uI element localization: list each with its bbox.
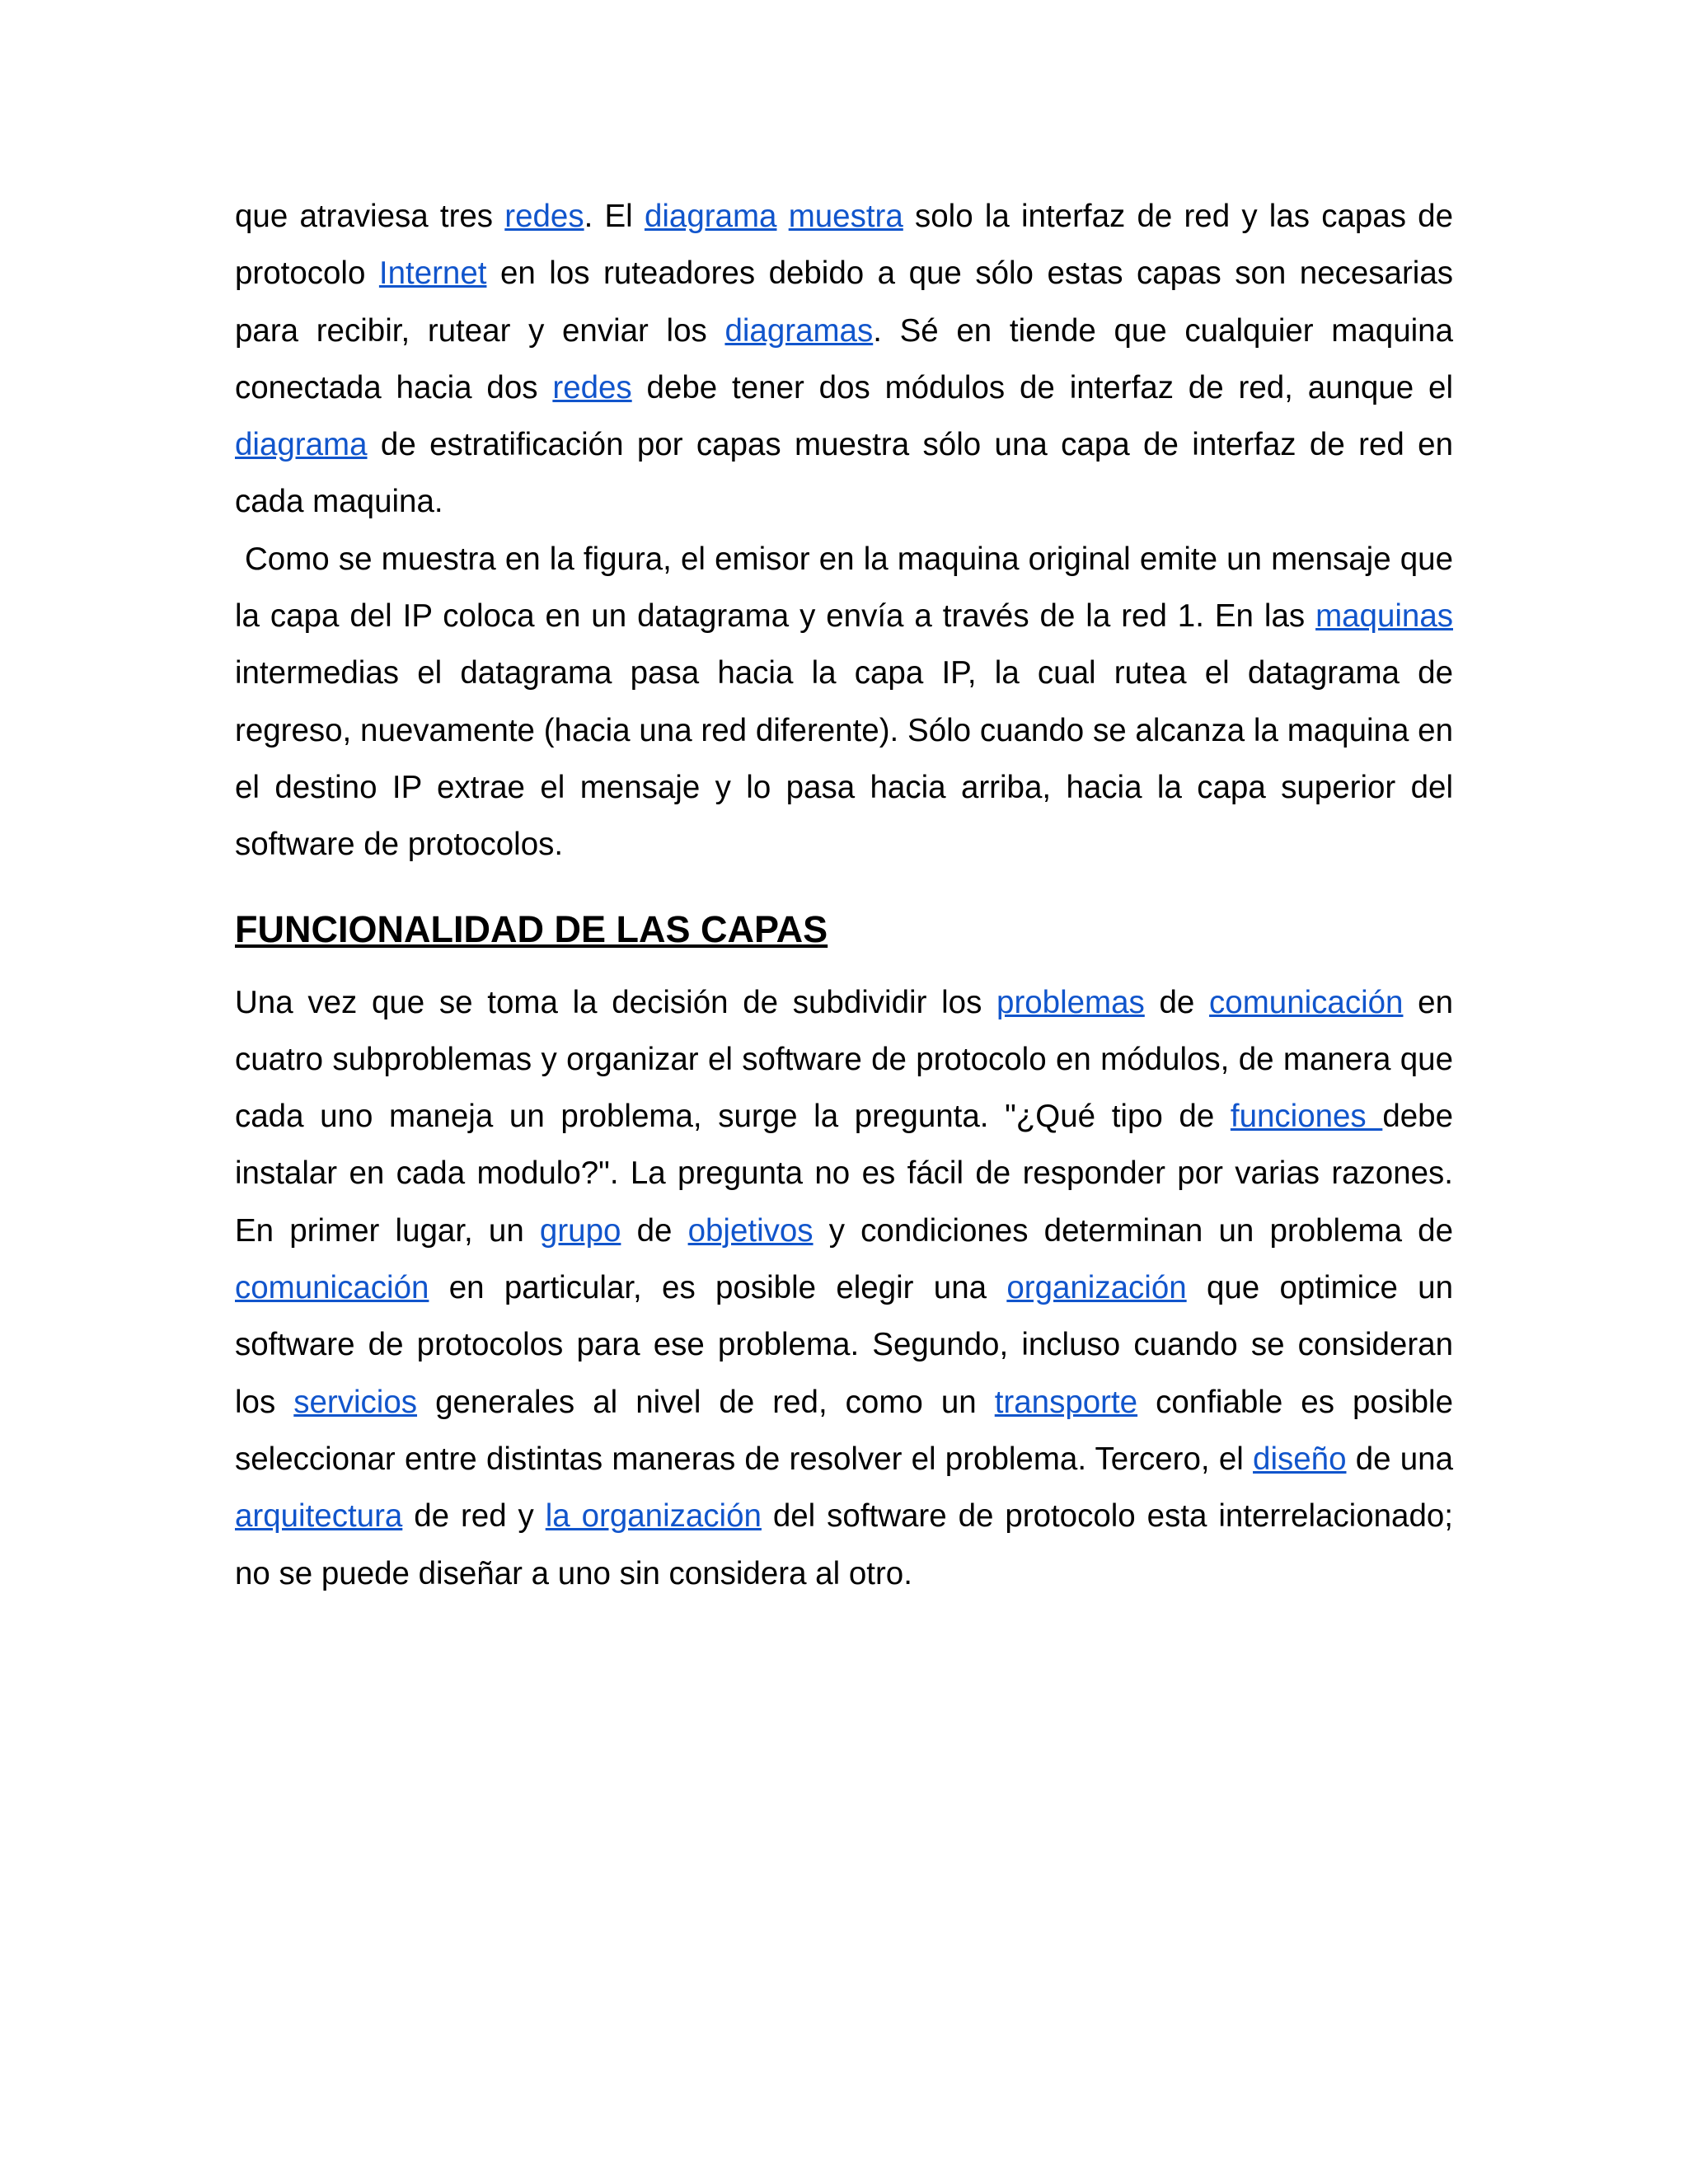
text-run: . El — [584, 199, 645, 234]
text-run: solo la interfaz de red y las capas de protocolo — [235, 199, 1454, 292]
text-run: que optimice un software de protocolos para ese problema. Segundo, incluso cuando se consideran los — [235, 1270, 1453, 1420]
hyperlink[interactable]: Internet — [378, 255, 487, 292]
text-run: Como se muestra en la figura, el emisor en la maquina original emite un mensaje que la capa del IP coloca en un datagrama y envía a través de la red 1. En las — [235, 541, 1453, 635]
text-run: y condiciones determinan un problema de — [813, 1212, 1453, 1249]
paragraph-message-flow — [235, 531, 1453, 874]
hyperlink[interactable]: diagramas — [724, 312, 874, 349]
hyperlink[interactable]: maquinas — [1315, 598, 1453, 635]
text-run: de — [1144, 984, 1210, 1020]
section-heading: FUNCIONALIDAD DE LAS CAPAS — [235, 907, 828, 950]
text-run: Una vez que se toma la decisión de subdividir los — [235, 984, 997, 1020]
text-run: debe instalar en cada modulo?". La pregunta no es fácil de responder por varias razones. En primer lugar, un — [235, 1099, 1453, 1249]
text-run: de — [621, 1212, 688, 1249]
text-run: de estratificación por capas muestra sólo una capa de interfaz de red en cada maquina. — [235, 427, 1453, 520]
hyperlink[interactable]: diagrama — [644, 199, 777, 234]
hyperlink[interactable]: diseño — [1253, 1441, 1347, 1477]
document-page — [235, 188, 1453, 1602]
hyperlink[interactable]: funciones — [1230, 1099, 1383, 1135]
text-run: del software de protocolo esta interrelacionado; no se puede diseñar a uno sin considera al otro. — [235, 1498, 1453, 1591]
hyperlink[interactable]: organización — [1006, 1270, 1187, 1306]
hyperlink[interactable]: objetivos — [687, 1212, 814, 1249]
hyperlink[interactable]: comunicación — [235, 1270, 429, 1306]
hyperlink[interactable]: la organización — [545, 1498, 762, 1535]
hyperlink[interactable]: transporte — [994, 1384, 1138, 1420]
text-run: . Sé en tiende que cualquier maquina conectada hacia dos — [235, 312, 1453, 405]
text-run: en particular, es posible elegir una — [429, 1270, 1007, 1306]
hyperlink[interactable]: servicios — [293, 1384, 418, 1420]
text-run: en los ruteadores debido a que sólo estas capas son necesarias para recibir, rutear y enviar los — [235, 255, 1453, 349]
text-run: intermedias el datagrama pasa hacia la capa IP, la cual rutea el datagrama de regreso, nuevamente (hacia una red diferente). Sólo cuando se alcanza la maquina en el destino IP extrae el mensaje y lo pasa hacia arriba, hacia la capa superior del software de protocolos. — [235, 655, 1453, 863]
hyperlink[interactable]: redes — [552, 369, 632, 405]
hyperlink[interactable]: arquitectura — [235, 1498, 403, 1535]
text-run: de una — [1346, 1441, 1453, 1477]
hyperlink[interactable]: problemas — [996, 984, 1145, 1020]
text-run: confiable es posible seleccionar entre distintas maneras de resolver el problema. Tercero, el — [235, 1384, 1453, 1477]
text-run: de red y — [402, 1498, 546, 1535]
paragraph-routing-layers — [235, 188, 1453, 531]
hyperlink[interactable]: redes — [504, 199, 584, 234]
text-run: en cuatro subproblemas y organizar el software de protocolo en módulos, de manera que cada uno maneja un problema, surge la pregunta. "¿Qué tipo de — [235, 984, 1453, 1135]
text-run: generales al nivel de red, como un — [417, 1384, 995, 1420]
hyperlink[interactable]: diagrama — [235, 427, 368, 463]
hyperlink[interactable]: comunicación — [1209, 984, 1404, 1020]
paragraph-layer-functionality — [235, 974, 1453, 1602]
text-run: debe tener dos módulos de interfaz de red, aunque el — [631, 369, 1453, 405]
text-run — [776, 199, 788, 234]
hyperlink[interactable]: muestra — [788, 199, 903, 234]
hyperlink[interactable]: grupo — [539, 1212, 621, 1249]
text-run: que atraviesa tres — [235, 199, 505, 234]
